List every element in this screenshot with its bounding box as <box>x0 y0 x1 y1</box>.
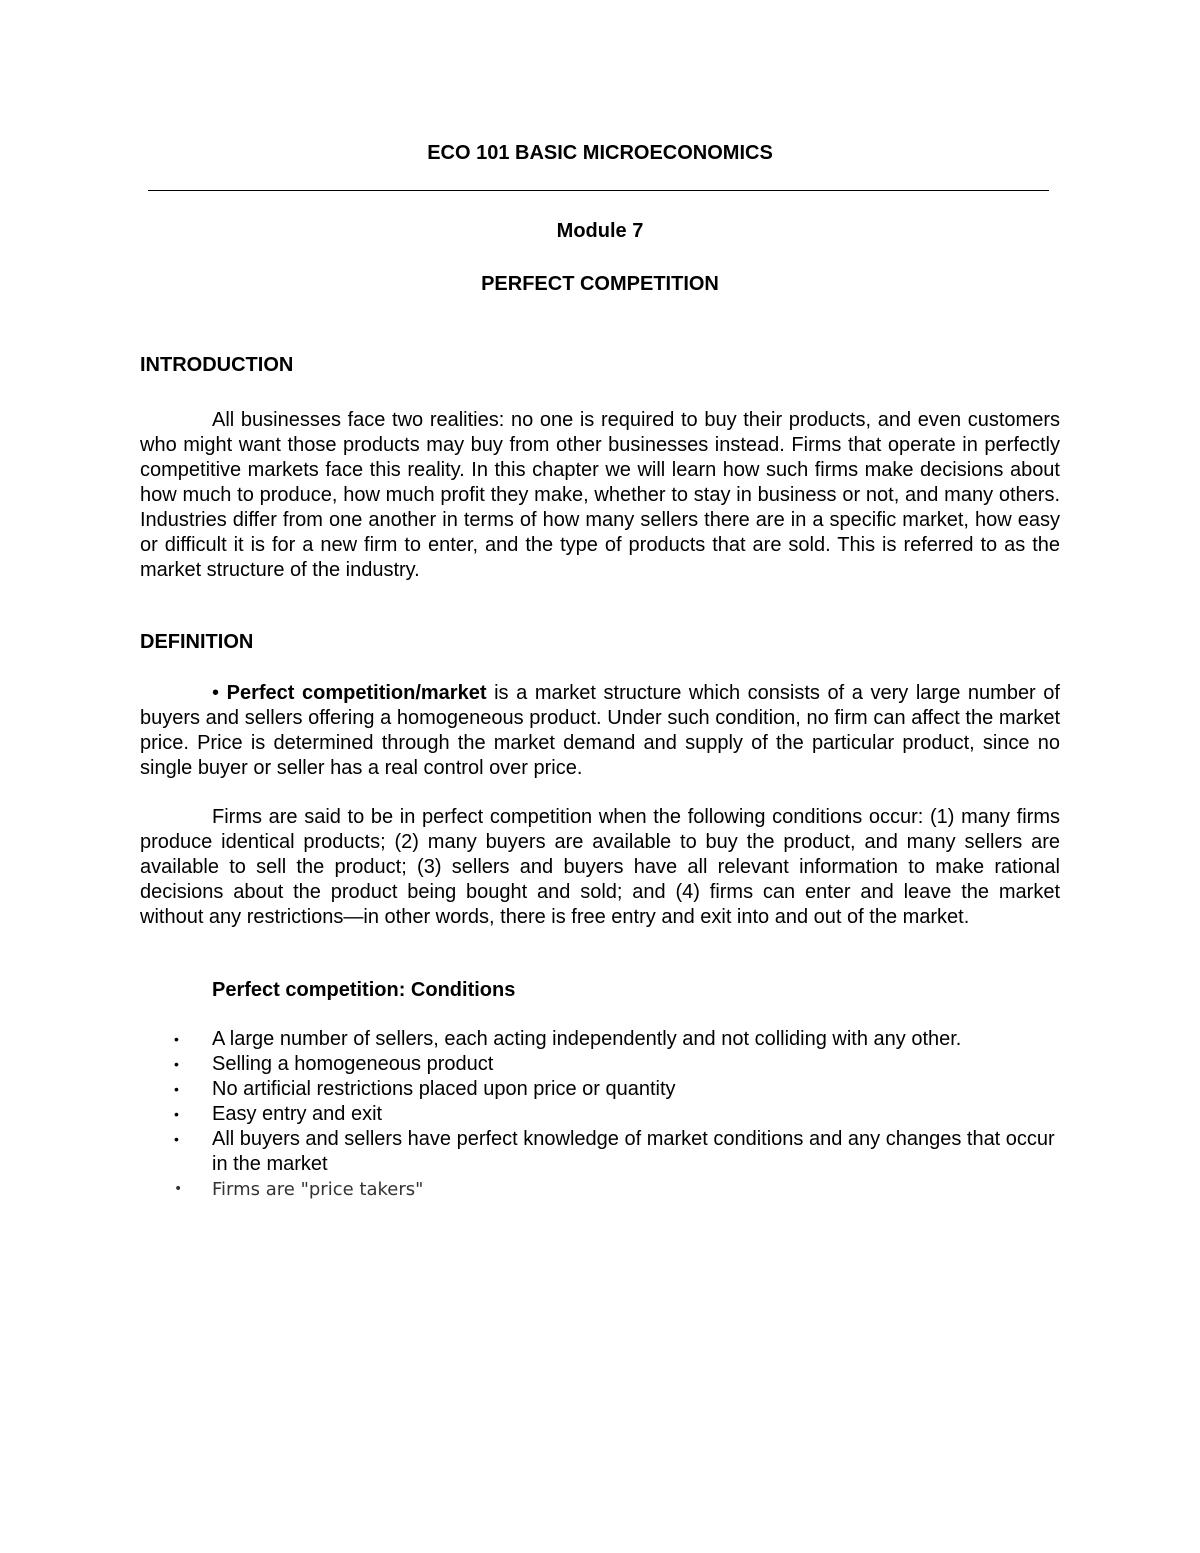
introduction-paragraph: All businesses face two realities: no one is required to buy their products, and even customers who might want those products may buy from other businesses instead. Firms that operate in perfectly competitive markets face this reality. In this chapter we will learn how such firms make decisions about how much to produce, how much profit they make, whether to stay in business or not, and many others. Industries differ from one another in terms of how many sellers there are in a specific market, how easy or difficult it is for a new firm to enter, and the type of products that are sold. This is referred to as the market structure of the industry. <box>140 409 1060 581</box>
definition-text: is a market structure which consists of a very large number of buyers and sellers offering a homogeneous product. Under such condition, no firm can affect the market price. Price is determined through the market demand and supply of the particular product, since no single buyer or seller has a real control over price. <box>140 682 1060 779</box>
definition-heading: DEFINITION <box>140 631 254 653</box>
condition-item <box>140 1102 1060 1127</box>
condition-text: All buyers and sellers have perfect knowledge of market conditions and any changes that occur in the market <box>212 1128 1055 1175</box>
introduction-heading: INTRODUCTION <box>140 354 294 376</box>
condition-text: No artificial restrictions placed upon price or quantity <box>212 1078 676 1100</box>
module-topic: PERFECT COMPETITION <box>481 273 719 295</box>
condition-item <box>140 1052 1060 1077</box>
bullet-icon: • <box>174 1081 179 1097</box>
bullet-icon: • <box>174 1056 179 1072</box>
condition-text: Firms are "price takers" <box>212 1179 424 1200</box>
definition-paragraph <box>140 681 1060 781</box>
bullet-icon: • <box>174 1106 179 1122</box>
bullet-icon: • <box>174 1131 179 1147</box>
definition-term: Perfect competition/market <box>226 682 487 704</box>
condition-text: A large number of sellers, each acting independently and not colliding with any other. <box>212 1028 962 1050</box>
condition-text: Selling a homogeneous product <box>212 1053 494 1075</box>
conditions-heading: Perfect competition: Conditions <box>212 979 516 1001</box>
condition-item <box>140 1127 1060 1177</box>
bullet-icon: • <box>174 1031 179 1047</box>
condition-text: Easy entry and exit <box>212 1103 383 1125</box>
conditions-paragraph: Firms are said to be in perfect competition when the following conditions occur: (1) many firms produce identical products; (2) many buyers are available to buy the product, and many sellers are available to sell the product; (3) sellers and buyers have all relevant information to make rational decisions about the product being bought and sold; and (4) firms can enter and leave the market without any restrictions—in other words, there is free entry and exit into and out of the market. <box>140 806 1060 928</box>
condition-item <box>140 1177 1060 1202</box>
condition-item <box>140 1077 1060 1102</box>
conditions-list <box>140 1027 1060 1202</box>
bullet-icon: • <box>174 1181 183 1197</box>
definition-bullet: • <box>212 682 220 704</box>
module-label: Module 7 <box>556 220 644 242</box>
course-title: ECO 101 BASIC MICROECONOMICS <box>427 142 773 164</box>
condition-item <box>140 1027 1060 1052</box>
title-divider <box>148 190 1049 191</box>
